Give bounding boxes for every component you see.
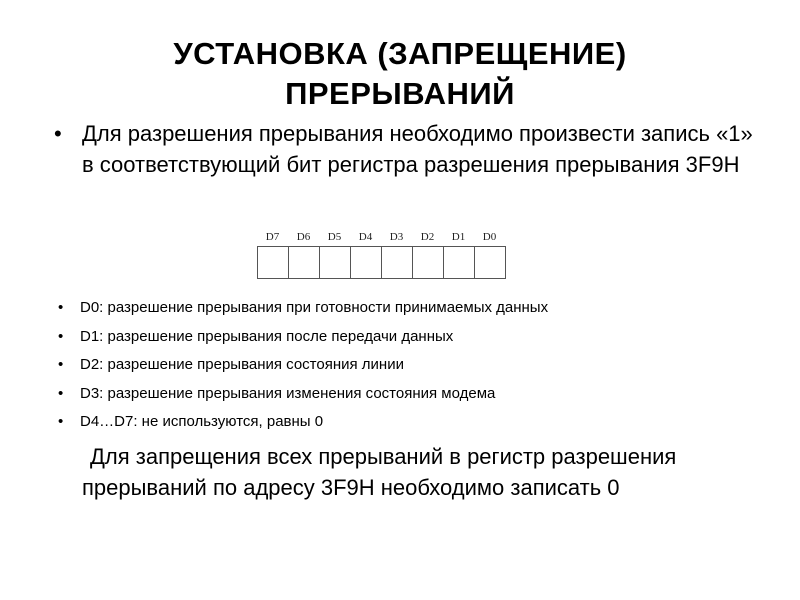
register-bit-cells — [257, 246, 506, 279]
register-bit-labels — [257, 231, 506, 243]
main-bullet-text: Для разрешения прерывания необходимо произвести запись «1» в соответствующий бит регистра разрешения прерывания 3F9H — [82, 121, 753, 177]
footer-paragraph: Для запрещения всех прерываний в регистр разрешения прерываний по адресу 3F9H необходимо записать 0 — [82, 444, 677, 500]
list-item-text: D0: разрешение прерывания при готовности принимаемых данных — [80, 299, 549, 316]
bit-label: D7 — [265, 231, 280, 243]
list-item-text: D2: разрешение прерывания состояния линии — [80, 356, 404, 373]
bit-label: D5 — [327, 231, 342, 243]
bullet-icon: • — [58, 327, 64, 345]
bit-cell-d5 — [320, 246, 351, 279]
bit-cell-d2 — [413, 246, 444, 279]
bit-label: D6 — [296, 231, 311, 243]
slide-title-line-1: УСТАНОВКА (ЗАПРЕЩЕНИЕ) — [173, 36, 627, 71]
bit-label: D2 — [420, 231, 435, 243]
main-bullet — [54, 118, 764, 180]
bit-description-list — [58, 294, 758, 437]
bit-label: D1 — [451, 231, 466, 243]
bit-cell-d1 — [444, 246, 475, 279]
list-item-text: D3: разрешение прерывания изменения состояния модема — [80, 384, 496, 402]
bit-cell-d0 — [475, 246, 506, 279]
list-item — [58, 351, 758, 380]
slide-title-line-2: ПРЕРЫВАНИЙ — [285, 76, 515, 111]
bullet-icon: • — [58, 384, 64, 402]
bit-cell-d3 — [382, 246, 413, 279]
bit-cell-d6 — [289, 246, 320, 279]
list-item-text: D4…D7: не используются, равны 0 — [80, 413, 324, 430]
bit-cell-d4 — [351, 246, 382, 279]
list-item — [58, 380, 758, 409]
bit-label: D3 — [389, 231, 404, 243]
list-item — [58, 294, 758, 323]
bullet-icon: • — [54, 121, 62, 146]
bullet-icon: • — [58, 356, 64, 373]
bullet-icon: • — [58, 299, 64, 316]
bit-label: D4 — [358, 231, 373, 243]
list-item — [58, 323, 758, 352]
list-item — [58, 408, 758, 437]
bit-label: D0 — [482, 231, 497, 243]
bullet-icon: • — [58, 413, 64, 430]
register-diagram — [257, 231, 506, 279]
bit-cell-d7 — [258, 246, 289, 279]
slide-title — [0, 34, 800, 114]
list-item-text: D1: разрешение прерывания после передачи данных — [80, 327, 454, 345]
